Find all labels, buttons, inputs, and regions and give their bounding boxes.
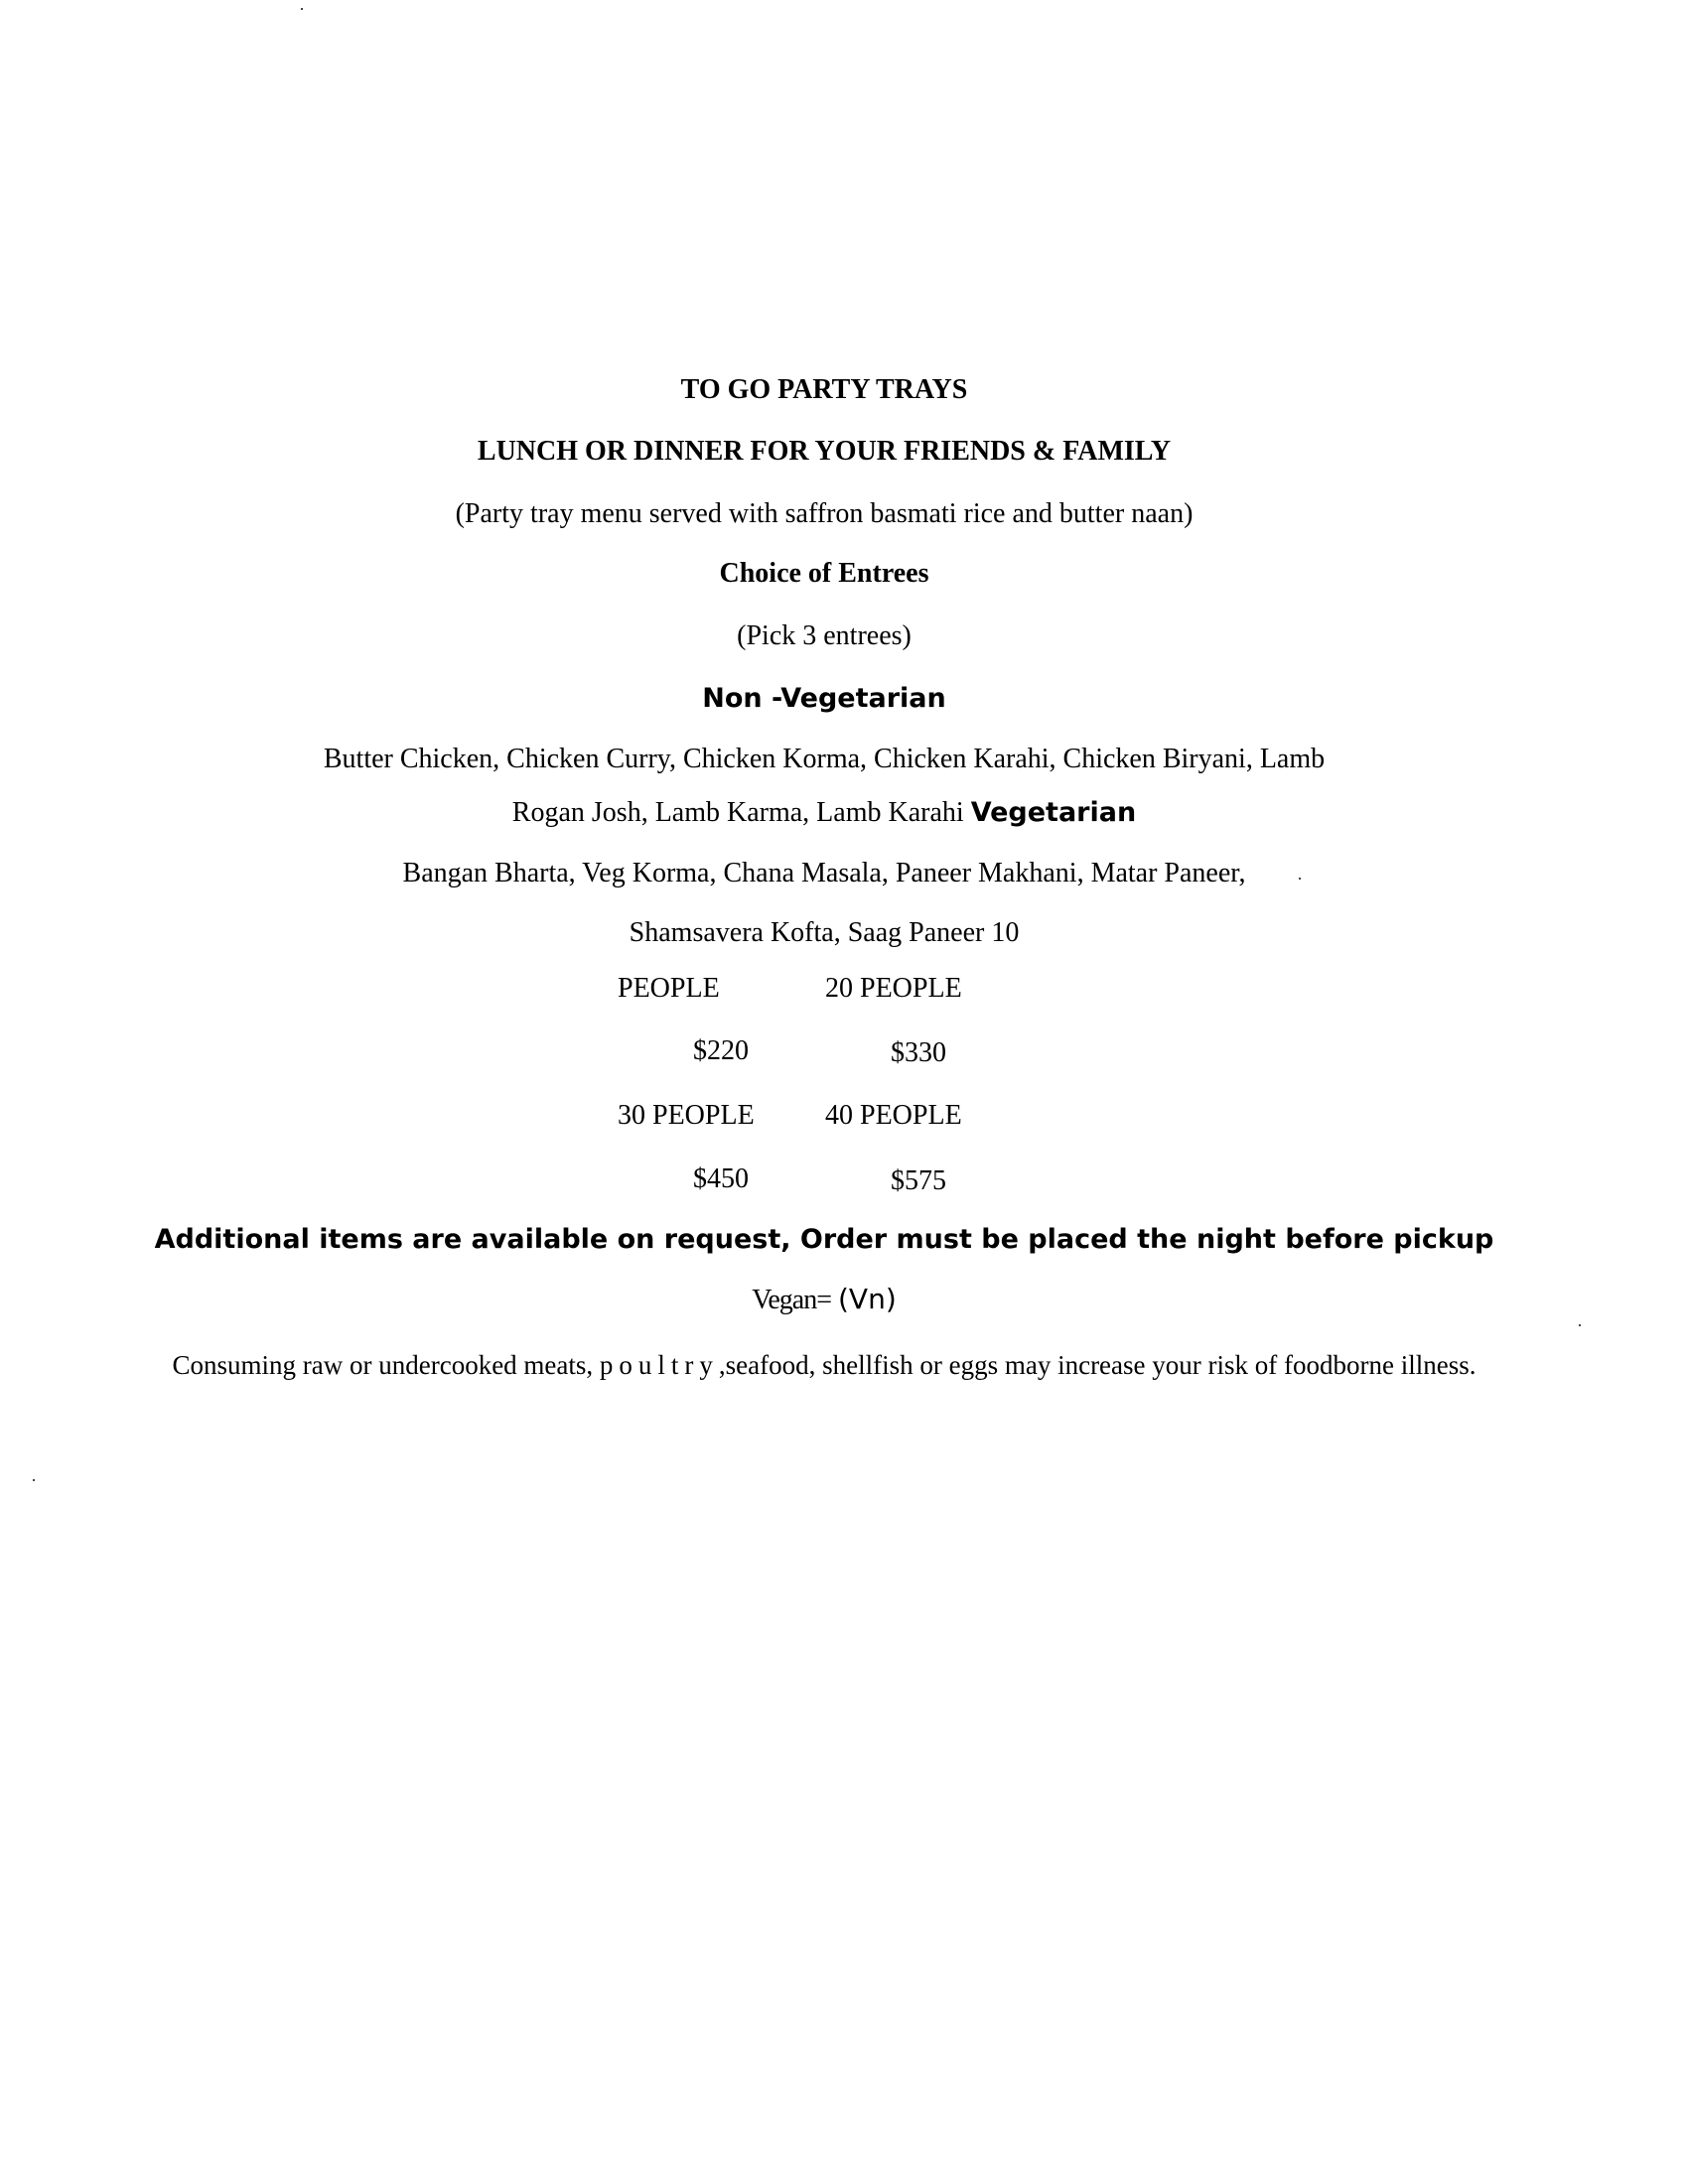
- pricing-price-1: $220: [693, 1035, 749, 1066]
- pricing-people-1: PEOPLE: [618, 973, 720, 1004]
- pricing-price-2: $330: [891, 1037, 946, 1068]
- health-warning-part-3: ,seafood, shellfish or eggs may increase your risk of foodborne illness.: [718, 1350, 1477, 1380]
- scan-speck: [1579, 1324, 1581, 1326]
- pricing-price-3: $450: [693, 1163, 749, 1194]
- menu-subtitle: LUNCH OR DINNER FOR YOUR FRIENDS & FAMILY: [477, 436, 1172, 467]
- scan-speck: [1299, 878, 1301, 880]
- veg-heading: Vegetarian: [970, 797, 1137, 828]
- menu-title: TO GO PARTY TRAYS: [680, 374, 968, 405]
- veg-items-line-1: Bangan Bharta, Veg Korma, Chana Masala, Paneer Makhani, Matar Paneer,: [402, 858, 1246, 888]
- non-veg-items-line-2: [0, 795, 1648, 831]
- health-warning-part-2: poultry: [599, 1350, 719, 1380]
- pick-note: (Pick 3 entrees): [737, 620, 912, 651]
- vegan-key-label: Vegan=: [752, 1285, 831, 1315]
- health-warning-part-1: Consuming raw or undercooked meats,: [172, 1350, 594, 1380]
- non-veg-heading: Non -Vegetarian: [702, 683, 946, 714]
- pricing-price-4: $575: [891, 1165, 946, 1196]
- pricing-people-3: 30 PEOPLE: [618, 1100, 755, 1131]
- veg-items-line-2: Shamsavera Kofta, Saag Paneer 10: [629, 917, 1020, 948]
- non-veg-items-line-2-text: Rogan Josh, Lamb Karma, Lamb Karahi: [511, 797, 964, 828]
- vegan-key-code: (Vn): [838, 1283, 897, 1315]
- non-veg-items-line-1: Butter Chicken, Chicken Curry, Chicken Korma, Chicken Karahi, Chicken Biryani, Lamb: [323, 744, 1326, 774]
- scan-speck: [301, 8, 303, 10]
- pricing-people-2: 20 PEOPLE: [825, 973, 962, 1004]
- additional-items-note: Additional items are available on request, Order must be placed the night before pickup: [154, 1224, 1494, 1255]
- health-warning: [0, 1347, 1648, 1383]
- served-with-note: (Party tray menu served with saffron basmati rice and butter naan): [455, 498, 1194, 529]
- vegan-key: [0, 1282, 1648, 1318]
- choice-heading: Choice of Entrees: [719, 558, 929, 589]
- pricing-people-4: 40 PEOPLE: [825, 1100, 962, 1131]
- scan-speck: [33, 1479, 35, 1481]
